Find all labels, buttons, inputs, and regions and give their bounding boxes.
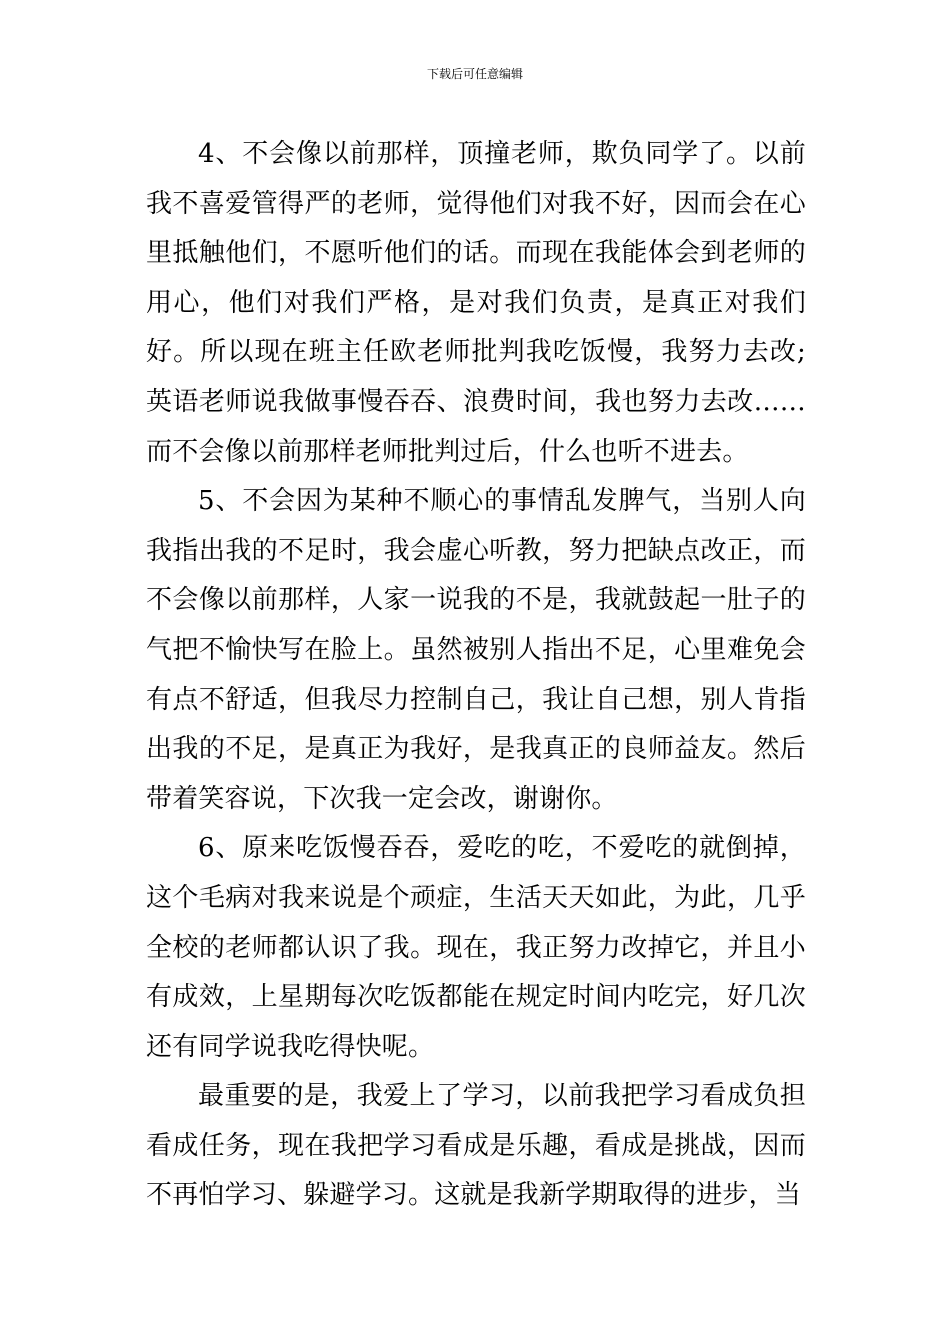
paragraph-item-6: 6、原来吃饭慢吞吞，爱吃的吃，不爱吃的就倒掉，这个毛病对我来说是个顽症，生活天天如此，为此，几乎全校的老师都认识了我。现在，我正努力改掉它，并且小有成效，上星期每次吃饭都能在规定时间内吃完，好几次还有同学说我吃得快呢。 bbox=[146, 833, 806, 1062]
paragraph-item-4: 4、不会像以前那样，顶撞老师，欺负同学了。以前我不喜爱管得严的老师，觉得他们对我不好，因而会在心里抵触他们，不愿听他们的话。而现在我能体会到老师的用心，他们对我们严格，是对我们负责，是真正对我们好。所以现在班主任欧老师批判我吃饭慢，我努力去改;英语老师说我做事慢吞吞、浪费时间，我也努力去改……而不会像以前那样老师批判过后，什么也听不进去。 bbox=[146, 139, 806, 467]
page-header: 下载后可任意编辑 bbox=[426, 67, 523, 81]
paragraph-summary: 最重要的是，我爱上了学习，以前我把学习看成负担看成任务，现在我把学习看成是乐趣，看成是挑战，因而不再怕学习、躲避学习。这就是我新学期取得的进步，当 bbox=[146, 1081, 806, 1211]
paragraph-item-5: 5、不会因为某种不顺心的事情乱发脾气，当别人向我指出我的不足时，我会虚心听教，努力把缺点改正，而不会像以前那样，人家一说我的不是，我就鼓起一肚子的气把不愉快写在脸上。虽然被别人指出不足，心里难免会有点不舒适，但我尽力控制自己，我让自己想，别人肯指出我的不足，是真正为我好，是我真正的良师益友。然后带着笑容说，下次我一定会改，谢谢你。 bbox=[146, 486, 806, 814]
document-body bbox=[146, 130, 806, 1221]
